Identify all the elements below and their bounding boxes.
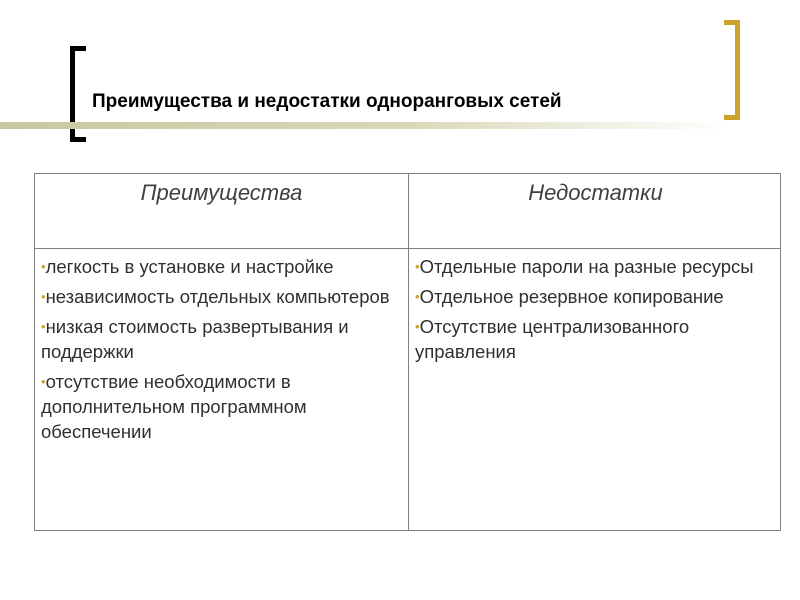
list-item bbox=[415, 314, 775, 364]
bullet-icon: • bbox=[41, 319, 46, 334]
disadvantage-text: Отдельное резервное копирование bbox=[419, 286, 724, 307]
bullet-icon: • bbox=[41, 259, 46, 274]
list-item bbox=[415, 254, 775, 279]
slide-title: Преимущества и недостатки одноранговых сетей bbox=[92, 91, 562, 112]
list-item bbox=[41, 369, 403, 444]
disadvantages-list bbox=[415, 254, 775, 369]
advantage-text: легкость в установке и настройке bbox=[45, 256, 334, 277]
column-divider bbox=[408, 174, 409, 530]
list-item bbox=[41, 314, 403, 364]
header-divider bbox=[35, 248, 780, 249]
bullet-icon: • bbox=[415, 319, 420, 334]
bullet-icon: • bbox=[41, 289, 46, 304]
advantage-text: низкая стоимость развертывания и поддержки bbox=[41, 316, 349, 362]
list-item bbox=[415, 284, 775, 309]
advantages-list bbox=[41, 254, 403, 449]
bullet-icon: • bbox=[41, 374, 46, 389]
header-advantages: Преимущества bbox=[140, 180, 303, 205]
disadvantage-text: Отсутствие централизованного управления bbox=[415, 316, 690, 362]
disadvantage-text: Отдельные пароли на разные ресурсы bbox=[419, 256, 754, 277]
comparison-table bbox=[34, 173, 781, 531]
bullet-icon: • bbox=[415, 259, 420, 274]
list-item bbox=[41, 254, 403, 279]
bullet-icon: • bbox=[415, 289, 420, 304]
header-disadvantages: Недостатки bbox=[528, 180, 663, 205]
advantage-text: отсутствие необходимости в дополнительном программном обеспечении bbox=[41, 371, 307, 442]
list-item bbox=[41, 284, 403, 309]
right-bracket-decoration bbox=[724, 20, 740, 120]
advantage-text: независимость отдельных компьютеров bbox=[45, 286, 390, 307]
title-underline-bar bbox=[0, 122, 730, 129]
